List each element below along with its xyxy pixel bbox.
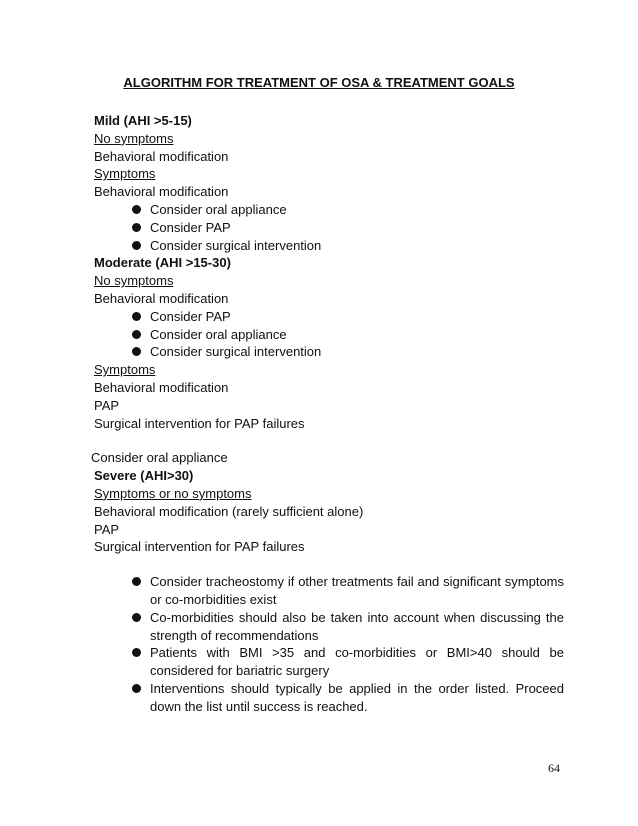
bullet-dot-icon [132, 205, 141, 214]
list-item-text: Consider PAP [150, 308, 231, 324]
notes-list [94, 573, 564, 715]
moderate-bullet-list [94, 308, 564, 361]
list-item-text: Consider oral appliance [150, 201, 287, 217]
list-item [132, 326, 564, 344]
bullet-dot-icon [132, 613, 141, 622]
severe-symptoms-label: Symptoms or no symptoms [94, 485, 252, 501]
moderate-extra-line: Consider oral appliance [91, 450, 228, 466]
list-item-text: Consider surgical intervention [150, 237, 322, 253]
severe-line: Surgical intervention for PAP failures [94, 539, 305, 555]
list-item [132, 573, 564, 609]
page-number: 64 [548, 761, 560, 775]
bullet-dot-icon [132, 684, 141, 693]
mild-no-symptoms-label: No symptoms [94, 130, 174, 146]
list-item-text: Consider PAP [150, 219, 231, 235]
moderate-no-symptoms-text: Behavioral modification [94, 290, 229, 306]
bullet-dot-icon [132, 577, 141, 586]
moderate-symptoms-label: Symptoms [94, 362, 156, 378]
list-item [132, 343, 564, 361]
bullet-dot-icon [132, 223, 141, 232]
bullet-dot-icon [132, 347, 141, 356]
list-item [132, 237, 564, 255]
moderate-symptoms-line: PAP [94, 397, 120, 413]
list-item [132, 680, 564, 716]
bullet-dot-icon [132, 312, 141, 321]
severe-line: Behavioral modification (rarely sufficient alone) [94, 503, 364, 519]
severe-heading: Severe (AHI>30) [94, 468, 194, 484]
spacer [94, 432, 564, 449]
list-item [132, 644, 564, 680]
moderate-symptoms-line: Surgical intervention for PAP failures [94, 415, 305, 431]
list-item [132, 609, 564, 645]
list-item-text: Consider surgical intervention [150, 344, 322, 360]
document-body [91, 112, 564, 716]
mild-symptoms-text: Behavioral modification [94, 184, 229, 200]
note-text: Interventions should typically be applied in the order listed. Proceed down the list until success is reached. [150, 680, 564, 714]
mild-bullet-list [94, 201, 564, 254]
note-text: Patients with BMI >35 and co-morbidities or BMI>40 should be considered for bariatric surgery [150, 645, 564, 679]
moderate-symptoms-line: Behavioral modification [94, 379, 229, 395]
list-item [132, 219, 564, 237]
list-item [132, 308, 564, 326]
page-title: ALGORITHM FOR TREATMENT OF OSA & TREATMENT GOALS [123, 75, 515, 90]
note-text: Consider tracheostomy if other treatments fail and significant symptoms or co-morbidities exist [150, 574, 564, 607]
bullet-dot-icon [132, 648, 141, 657]
list-item-text: Consider oral appliance [150, 326, 287, 342]
bullet-dot-icon [132, 241, 141, 250]
spacer [94, 556, 564, 573]
mild-symptoms-label: Symptoms [94, 166, 156, 182]
moderate-heading: Moderate (AHI >15-30) [94, 255, 231, 271]
note-text: Co-morbidities should also be taken into account when discussing the strength of recommendations [150, 609, 564, 643]
severe-line: PAP [94, 521, 120, 537]
mild-heading: Mild (AHI >5-15) [94, 113, 192, 128]
list-item [132, 201, 564, 219]
moderate-no-symptoms-label: No symptoms [94, 273, 174, 289]
mild-no-symptoms-text: Behavioral modification [94, 148, 229, 164]
bullet-dot-icon [132, 330, 141, 339]
